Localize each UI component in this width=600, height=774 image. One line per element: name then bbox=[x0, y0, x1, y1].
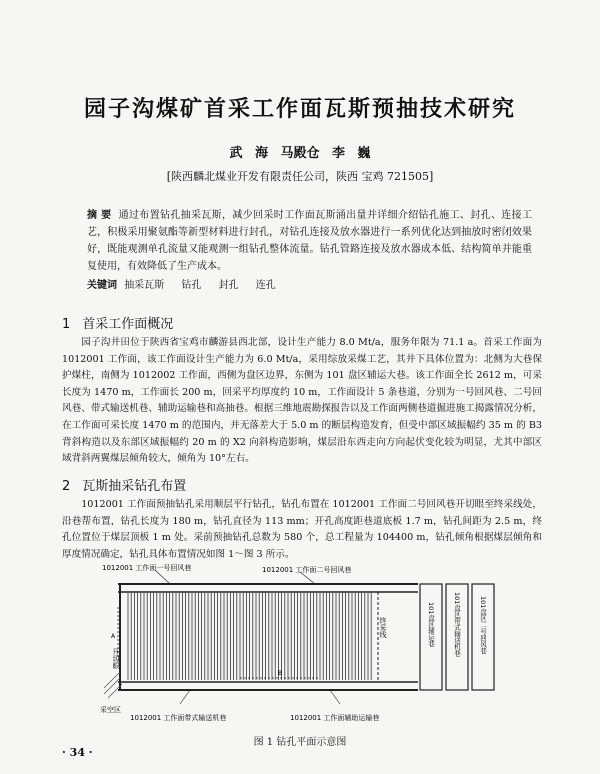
keywords bbox=[87, 276, 532, 291]
keywords-label: 关键词 bbox=[87, 280, 117, 291]
label-section-a: A bbox=[111, 633, 116, 640]
page-number: · 34 · bbox=[62, 746, 93, 759]
affiliation: [陕西麟北煤业开发有限责任公司，陕西 宝鸡 721505] bbox=[166, 170, 434, 183]
figure-caption: 图 1 钻孔平面示意图 bbox=[253, 737, 347, 748]
authors: 武 海 马殿仓 李 巍 bbox=[229, 146, 371, 161]
label-section-b: B bbox=[278, 670, 283, 677]
leader-line bbox=[330, 690, 340, 704]
figure-borehole-plan bbox=[100, 562, 510, 727]
section-1-heading bbox=[62, 313, 173, 332]
paper-title: 园子沟煤矿首采工作面瓦斯预抽技术研究 bbox=[83, 96, 516, 122]
keyword: 连孔 bbox=[255, 280, 276, 291]
abstract-text: 通过布置钻孔抽采瓦斯，减少回采时工作面瓦斯涌出量并详细介绍钻孔施工、封孔、连接工艺，积极采用聚氨酯等新型材料进行封孔，对钻孔连接及放水器进行一系列优化达到抽放时密闭效果好，既能观测单孔流量又能观测一组钻孔整体流量。钻孔管路连接及放水器成本低、结构简单并能重复使用，有效降低了生产成本。 bbox=[87, 210, 532, 272]
label-return-airway-1: 1012001 工作面一号回风巷 bbox=[102, 564, 192, 572]
keyword: 钻孔 bbox=[181, 280, 202, 291]
borehole-plan-diagram bbox=[100, 562, 510, 727]
label-auxiliary-haulage-roadway: 1012001 工作面辅助运输巷 bbox=[290, 714, 380, 722]
section-2-heading bbox=[62, 475, 186, 494]
section-2-number: 2 bbox=[62, 479, 71, 494]
label-stop-line: 终采线 bbox=[379, 617, 387, 638]
abstract bbox=[87, 207, 532, 275]
keyword: 抽采瓦斯 bbox=[124, 280, 165, 291]
borehole-group bbox=[128, 593, 371, 680]
section-1-title: 首采工作面概况 bbox=[82, 317, 174, 332]
label-panel-roadway-2: 101盘区带式输送机巷 bbox=[453, 592, 461, 657]
section-2-paragraph: 1012001 工作面预抽钻孔采用顺层平行钻孔，钻孔布置在 1012001 工作面二号回风巷开切眼至终采线处，沿巷帮布置，钻孔长度为 180 m，钻孔直径为 113 mm；开孔高度距巷道底板 1.7 m，钻孔间距为 2.5 m，终孔位置位于煤层顶板 1 m 处。采前预抽钻孔总数为 580 个，总工程量为 104400 m，钻孔倾角根据煤层倾角和厚度情况确定，钻孔具体布置情况如图 1～图 3 所示。 bbox=[62, 499, 542, 560]
abstract-label: 摘 要 bbox=[87, 210, 112, 221]
label-return-airway-2: 1012001 工作面二号回风巷 bbox=[262, 566, 352, 574]
section-1-paragraph: 园子沟井田位于陕西省宝鸡市麟游县西北部，设计生产能力 8.0 Mt/a，服务年限为 71.1 a。首采工作面为 1012001 工作面，该工作面设计生产能力为 6.0 Mt/a，采用综放采煤工艺，其井下具体位置为：北侧为大巷保护煤柱，南侧为 1012002 工作面，西侧为盘区边界，东侧为 101 盘区辅运大巷。该工作面全长 2612 m，可采长度为 1470 m，工作面长 200 m，回采平均厚度约 10 m，工作面设计 5 条巷道，分别为一号回风巷、二号回风巷、带式输送机巷、辅助运输巷和高抽巷。根据三维地震勘探报告以及工作面两侧巷道掘进施工揭露情况分析，在工作面可采长度 1470 m 的范围内，并无落差大于 5.0 m 的断层构造发育，但受中部区域振幅约 35 m 的 B3 背斜构造以及东部区域振幅约 20 m 的 X2 向斜构造影响，煤层沿东西走向方向起伏变化较为明显，尤其中部区域背斜两翼煤层倾角较大，倾角为 10°左右。 bbox=[62, 337, 542, 465]
leader-line bbox=[155, 570, 170, 584]
keyword: 封孔 bbox=[218, 280, 239, 291]
section-1-number: 1 bbox=[62, 317, 71, 332]
leader-line bbox=[180, 690, 190, 704]
label-panel-roadway-1: 101盘区辅运巷 bbox=[427, 602, 435, 647]
label-open-cut: 开切眼 bbox=[112, 648, 120, 669]
label-panel-roadway-3: 101盘区二号回风巷 bbox=[479, 596, 487, 654]
label-belt-conveyor-roadway: 1012001 工作面带式输送机巷 bbox=[130, 714, 227, 722]
section-2-title: 瓦斯抽采钻孔布置 bbox=[82, 479, 187, 494]
label-mined-area: 采空区 bbox=[100, 706, 121, 714]
